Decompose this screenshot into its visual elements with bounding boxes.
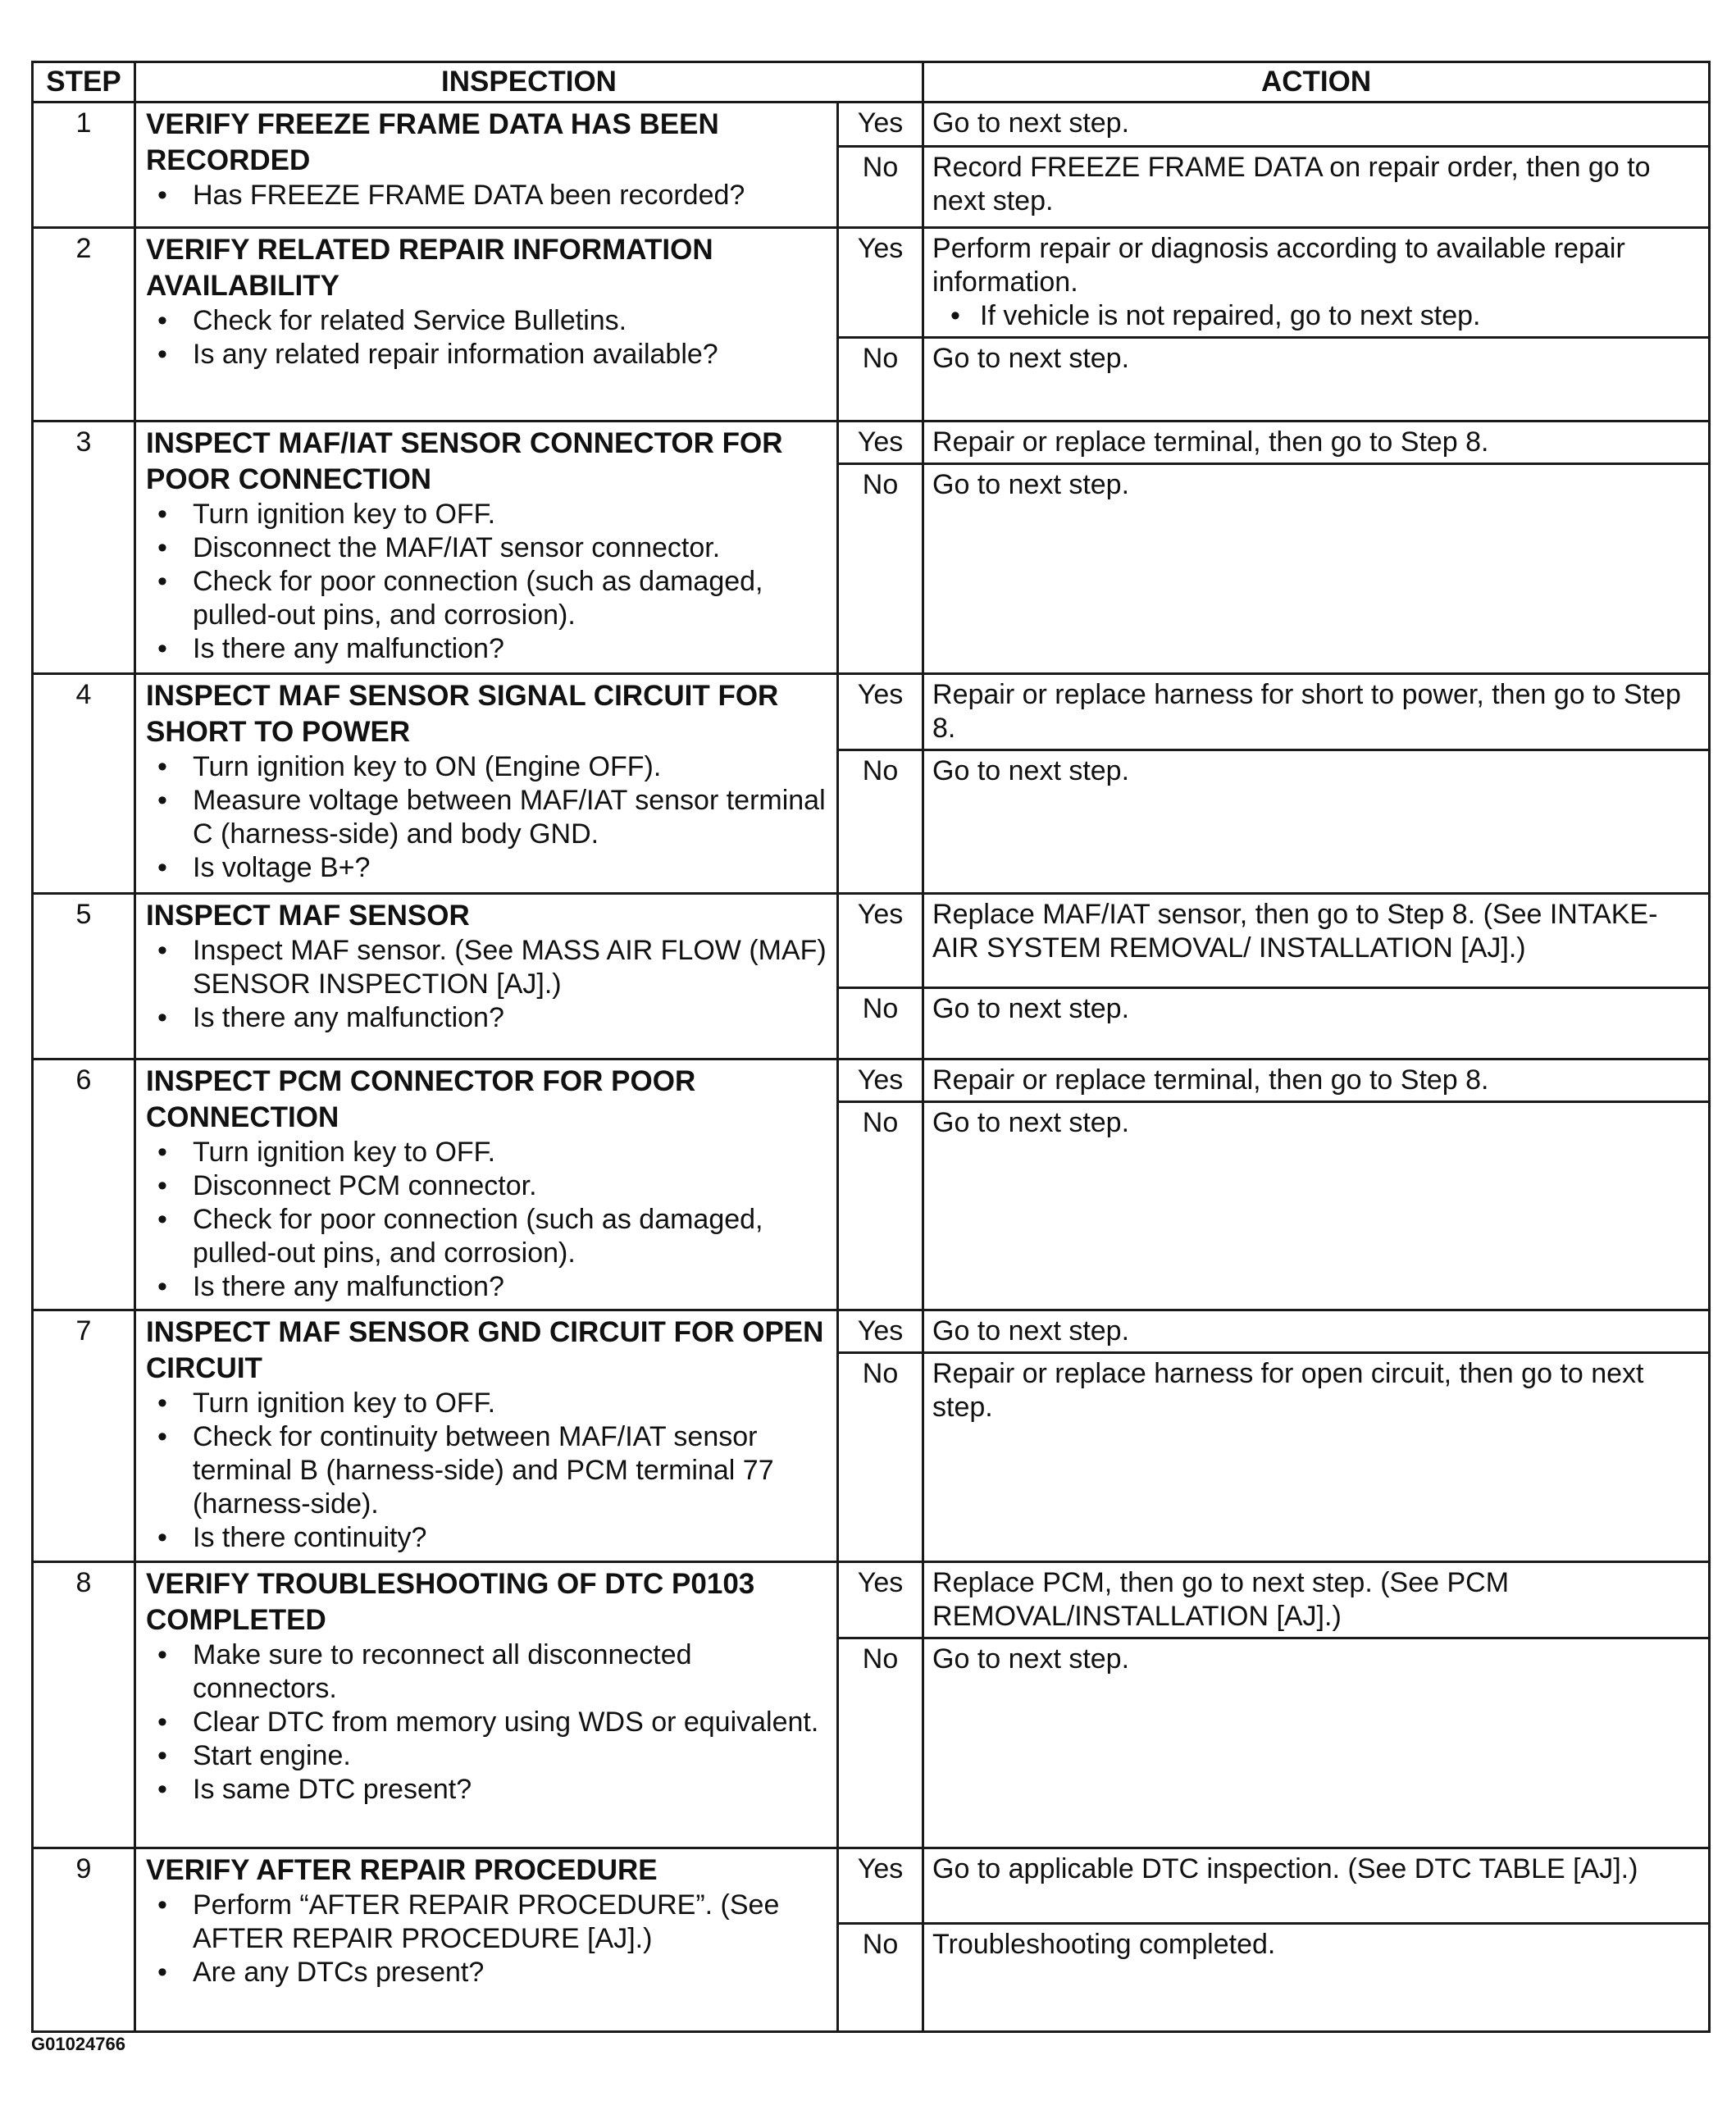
no-label: No [838, 1638, 923, 1848]
inspection-title: INSPECT PCM CONNECTOR FOR POOR CONNECTION [146, 1065, 696, 1133]
table-row [33, 1060, 1710, 1102]
yes-label: Yes [838, 1848, 923, 1924]
yes-action [923, 228, 1710, 338]
no-label: No [838, 338, 923, 422]
yes-action-text: Replace MAF/IAT sensor, then go to Step 8. (See INTAKE-AIR SYSTEM REMOVAL/ INSTALLATION [AJ].) [932, 899, 1658, 964]
no-action-text: Record FREEZE FRAME DATA on repair order, then go to next step. [932, 152, 1651, 216]
inspection-bullet: • Inspect MAF sensor. (See MASS AIR FLOW (MAF) SENSOR INSPECTION [AJ].) [146, 934, 830, 1001]
table-row [33, 1310, 1710, 1353]
inspection-bullet: • Clear DTC from memory using WDS or equivalent. [146, 1706, 830, 1739]
inspection-bullet: • Disconnect the MAF/IAT sensor connector. [146, 531, 830, 565]
yes-action [923, 1562, 1710, 1638]
step-number: 7 [33, 1310, 135, 1562]
inspection-bullet-list [146, 1638, 830, 1807]
yes-action [923, 1848, 1710, 1924]
yes-action-text: Perform repair or diagnosis according to available repair information. [932, 233, 1625, 298]
inspection-bullet: • Measure voltage between MAF/IAT sensor terminal C (harness-side) and body GND. [146, 784, 830, 851]
table-header-row [33, 62, 1710, 103]
no-action [923, 750, 1710, 894]
yes-action-text: Repair or replace harness for short to power, then go to Step 8. [932, 679, 1681, 744]
inspection-cell [135, 228, 838, 422]
inspection-bullet: • Check for poor connection (such as damaged, pulled-out pins, and corrosion). [146, 1203, 830, 1270]
yes-label: Yes [838, 894, 923, 988]
inspection-bullet: • Are any DTCs present? [146, 1956, 830, 1989]
yes-action [923, 674, 1710, 750]
yes-action-text: Go to next step. [932, 107, 1130, 139]
no-action-text: Troubleshooting completed. [932, 1929, 1276, 1960]
inspection-bullet: • Is there continuity? [146, 1521, 830, 1555]
inspection-bullet: • Make sure to reconnect all disconnected connectors. [146, 1638, 830, 1706]
step-number: 1 [33, 103, 135, 228]
inspection-title: INSPECT MAF/IAT SENSOR CONNECTOR FOR POOR CONNECTION [146, 427, 783, 495]
table-row [33, 422, 1710, 464]
step-number: 3 [33, 422, 135, 674]
yes-action [923, 1060, 1710, 1102]
yes-label: Yes [838, 674, 923, 750]
yes-label: Yes [838, 1562, 923, 1638]
table-body [33, 103, 1710, 2032]
diagnostic-procedure-table [31, 61, 1711, 2033]
inspection-cell [135, 1562, 838, 1848]
no-action-text: Go to next step. [932, 343, 1130, 374]
yes-label: Yes [838, 422, 923, 464]
no-action [923, 147, 1710, 228]
step-number: 9 [33, 1848, 135, 2032]
yes-action [923, 1310, 1710, 1353]
yes-action-text: Repair or replace terminal, then go to Step 8. [932, 426, 1489, 458]
yes-action-bullet: • If vehicle is not repaired, go to next step. [932, 299, 1702, 333]
yes-label: Yes [838, 228, 923, 338]
inspection-bullet: • Is there any malfunction? [146, 632, 830, 666]
no-action [923, 1353, 1710, 1562]
yes-action [923, 103, 1710, 147]
inspection-bullet: • Start engine. [146, 1739, 830, 1773]
step-number: 6 [33, 1060, 135, 1310]
inspection-bullet: • Turn ignition key to ON (Engine OFF). [146, 750, 830, 784]
no-action-text: Repair or replace harness for open circuit, then go to next step. [932, 1358, 1644, 1423]
inspection-bullet-list [146, 934, 830, 1035]
header-inspection: INSPECTION [135, 62, 923, 103]
no-action-text: Go to next step. [932, 1107, 1130, 1139]
no-action-text: Go to next step. [932, 755, 1130, 786]
inspection-bullet-list [146, 498, 830, 666]
yes-label: Yes [838, 1310, 923, 1353]
no-label: No [838, 1102, 923, 1310]
inspection-bullet-list [146, 1136, 830, 1304]
inspection-bullet: • Turn ignition key to OFF. [146, 498, 830, 531]
inspection-title: VERIFY AFTER REPAIR PROCEDURE [146, 1854, 658, 1886]
inspection-bullet: • Perform “AFTER REPAIR PROCEDURE”. (See AFTER REPAIR PROCEDURE [AJ].) [146, 1889, 830, 1956]
inspection-bullet: • Turn ignition key to OFF. [146, 1136, 830, 1169]
inspection-bullet: • Check for continuity between MAF/IAT sensor terminal B (harness-side) and PCM terminal 77 (harness-side). [146, 1420, 830, 1521]
inspection-title: VERIFY FREEZE FRAME DATA HAS BEEN RECORDED [146, 108, 719, 176]
inspection-cell [135, 422, 838, 674]
inspection-bullet: • Is same DTC present? [146, 1773, 830, 1807]
inspection-bullet: • Has FREEZE FRAME DATA been recorded? [146, 179, 830, 212]
yes-action [923, 894, 1710, 988]
inspection-title: INSPECT MAF SENSOR [146, 900, 470, 932]
table-row [33, 1848, 1710, 1924]
inspection-cell [135, 1848, 838, 2032]
no-label: No [838, 1924, 923, 2032]
yes-action-text: Replace PCM, then go to next step. (See PCM REMOVAL/INSTALLATION [AJ].) [932, 1567, 1510, 1632]
inspection-bullet-list [146, 304, 830, 371]
header-action: ACTION [923, 62, 1710, 103]
step-number: 4 [33, 674, 135, 894]
yes-label: Yes [838, 103, 923, 147]
inspection-bullet-list [146, 750, 830, 885]
no-action-text: Go to next step. [932, 1643, 1130, 1675]
step-number: 8 [33, 1562, 135, 1848]
inspection-bullet: • Is any related repair information available? [146, 338, 830, 371]
no-label: No [838, 464, 923, 674]
no-action [923, 1638, 1710, 1848]
table-row [33, 674, 1710, 750]
inspection-bullet: • Is voltage B+? [146, 851, 830, 885]
inspection-cell [135, 103, 838, 228]
table-row [33, 1562, 1710, 1638]
yes-action-text: Repair or replace terminal, then go to Step 8. [932, 1064, 1489, 1096]
table-row [33, 228, 1710, 338]
yes-label: Yes [838, 1060, 923, 1102]
inspection-bullet: • Turn ignition key to OFF. [146, 1387, 830, 1420]
inspection-bullet-list [146, 1387, 830, 1555]
no-action [923, 338, 1710, 422]
inspection-bullet: • Disconnect PCM connector. [146, 1169, 830, 1203]
table-row [33, 103, 1710, 147]
no-action [923, 464, 1710, 674]
inspection-title: VERIFY RELATED REPAIR INFORMATION AVAILABILITY [146, 234, 713, 302]
inspection-title: INSPECT MAF SENSOR SIGNAL CIRCUIT FOR SHORT TO POWER [146, 680, 779, 748]
step-number: 5 [33, 894, 135, 1060]
inspection-bullet-list [146, 1889, 830, 1989]
no-action [923, 1102, 1710, 1310]
inspection-bullet-list [146, 179, 830, 212]
yes-action-text: Go to next step. [932, 1315, 1130, 1347]
inspection-cell [135, 894, 838, 1060]
inspection-title: INSPECT MAF SENSOR GND CIRCUIT FOR OPEN CIRCUIT [146, 1316, 824, 1384]
inspection-cell [135, 1060, 838, 1310]
no-action-text: Go to next step. [932, 469, 1130, 500]
yes-action-text: Go to applicable DTC inspection. (See DTC TABLE [AJ].) [932, 1853, 1638, 1884]
inspection-bullet: • Check for related Service Bulletins. [146, 304, 830, 338]
header-step: STEP [33, 62, 135, 103]
no-label: No [838, 750, 923, 894]
no-label: No [838, 988, 923, 1060]
no-action [923, 1924, 1710, 2032]
inspection-cell [135, 674, 838, 894]
inspection-title: VERIFY TROUBLESHOOTING OF DTC P0103 COMPLETED [146, 1568, 755, 1636]
inspection-bullet: • Is there any malfunction? [146, 1001, 830, 1035]
figure-id: G01024766 [31, 2034, 125, 2054]
yes-action [923, 422, 1710, 464]
inspection-cell [135, 1310, 838, 1562]
step-number: 2 [33, 228, 135, 422]
no-action [923, 988, 1710, 1060]
inspection-bullet: • Check for poor connection (such as damaged, pulled-out pins, and corrosion). [146, 565, 830, 632]
no-label: No [838, 1353, 923, 1562]
inspection-bullet: • Is there any malfunction? [146, 1270, 830, 1304]
table-row [33, 894, 1710, 988]
no-label: No [838, 147, 923, 228]
no-action-text: Go to next step. [932, 993, 1130, 1024]
